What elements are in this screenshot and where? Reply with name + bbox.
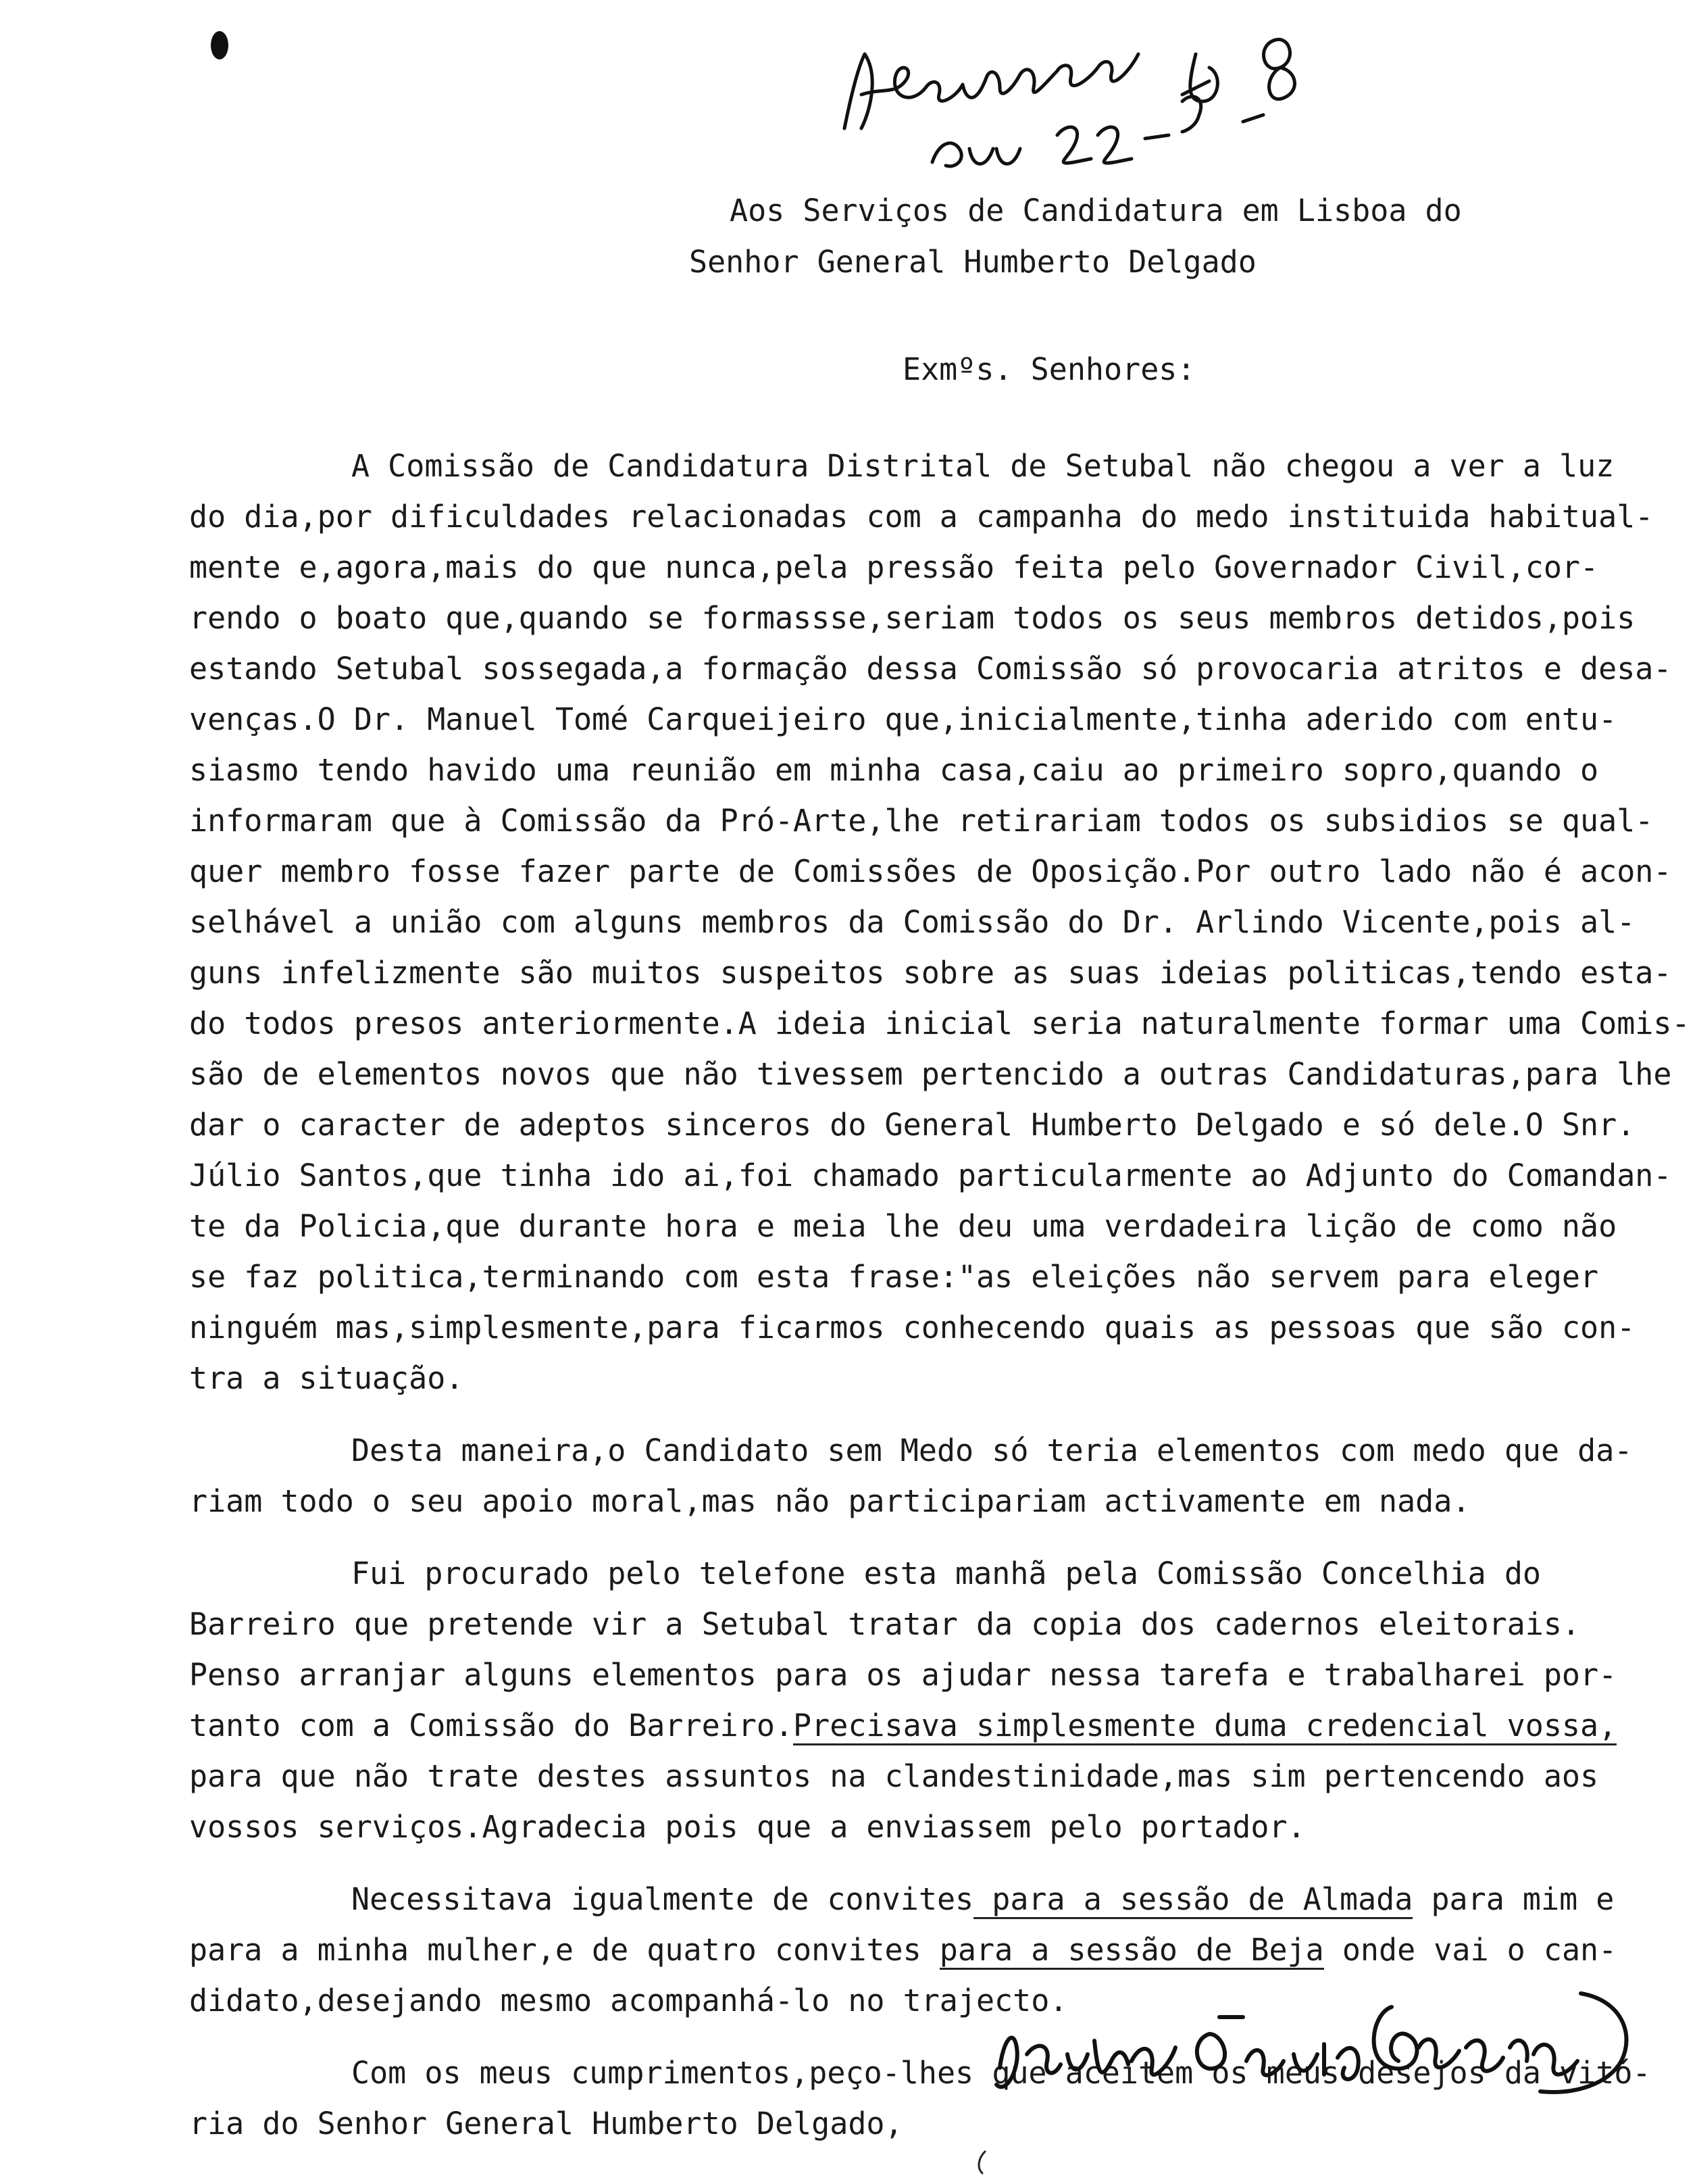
text-line <box>189 1874 1642 1925</box>
text-segment: para mim e <box>1413 1881 1615 1917</box>
pen-mark <box>973 2149 993 2176</box>
text-line: Barreiro que pretende vir a Setubal tratar da copia dos cadernos eleitorais. <box>189 1606 1581 1642</box>
text-line: dar o caracter de adeptos sinceros do General Humberto Delgado e só dele.O Snr. <box>189 1107 1636 1143</box>
salutation: Exmºs. Senhores: <box>903 351 1196 387</box>
paragraph-gap <box>189 1404 1642 1425</box>
text-line: didato,desejando mesmo acompanhá-lo no trajecto. <box>189 1983 1068 2018</box>
underlined-almada: para a sessão de Almada <box>973 1881 1413 1919</box>
text-line: para que não trate destes assuntos na clandestinidade,mas sim pertencendo aos <box>189 1758 1599 1794</box>
text-line: Júlio Santos,que tinha ido ai,foi chamado particularmente ao Adjunto do Comandan- <box>189 1158 1672 1193</box>
text-line: riam todo o seu apoio moral,mas não participariam activamente em nada. <box>189 1483 1471 1519</box>
underlined-beja: para a sessão de Beja <box>940 1932 1324 1970</box>
text-line: selhável a união com alguns membros da Comissão do Dr. Arlindo Vicente,pois al- <box>189 904 1636 940</box>
text-line: Com os meus cumprimentos,peço-lhes que aceitem os meus desejos da vitó- <box>351 2055 1651 2091</box>
addressee-line-2: Senhor General Humberto Delgado <box>689 244 1257 280</box>
text-line <box>189 1700 1642 1751</box>
handwritten-signature <box>986 1966 1648 2115</box>
text-segment: onde vai o can- <box>1323 1932 1617 1968</box>
handwritten-note <box>831 14 1317 182</box>
text-line: são de elementos novos que não tivessem pertencido a outras Candidaturas,para lhe <box>189 1056 1672 1092</box>
text-line: vossos serviços.Agradecia pois que a enviassem pelo portador. <box>189 1809 1306 1845</box>
text-line: mente e,agora,mais do que nunca,pela pressão feita pelo Governador Civil,cor- <box>189 549 1599 585</box>
text-line: te da Policia,que durante hora e meia lhe deu uma verdadeira lição de como não <box>189 1208 1617 1244</box>
text-line: ninguém mas,simplesmente,para ficarmos conhecendo quais as pessoas que são con- <box>189 1310 1636 1345</box>
text-line: siasmo tendo havido uma reunião em minha casa,caiu ao primeiro sopro,quando o <box>189 752 1599 788</box>
text-line: guns infelizmente são muitos suspeitos sobre as suas ideias politicas,tendo esta- <box>189 955 1672 991</box>
text-line: A Comissão de Candidatura Distrital de Setubal não chegou a ver a luz <box>351 448 1615 484</box>
paragraph-gap <box>189 1852 1642 1874</box>
ink-blot <box>211 31 228 59</box>
text-line: tra a situação. <box>189 1360 464 1396</box>
letter-body <box>189 441 1690 2149</box>
paragraph-gap <box>189 1527 1642 1548</box>
text-line: venças.O Dr. Manuel Tomé Carqueijeiro que,inicialmente,tinha aderido com entu- <box>189 701 1617 737</box>
text-line: se faz politica,terminando com esta frase:"as eleições não servem para eleger <box>189 1259 1599 1295</box>
text-line: Fui procurado pelo telefone esta manhã pela Comissão Concelhia do <box>351 1556 1541 1591</box>
paragraph-1 <box>189 441 1690 1404</box>
addressee-line-1: Aos Serviços de Candidatura em Lisboa do <box>730 193 1462 228</box>
text-line: do dia,por dificuldades relacionadas com a campanha do medo instituida habitual- <box>189 499 1654 535</box>
underlined-request: Precisava simplesmente duma credencial vossa, <box>793 1708 1617 1745</box>
text-line: do todos presos anteriormente.A ideia inicial seria naturalmente formar uma Comis- <box>189 1006 1690 1041</box>
text-line: rendo o boato que,quando se formassse,seriam todos os seus membros detidos,pois <box>189 600 1636 636</box>
text-segment: Necessitava igualmente de convites <box>351 1881 974 1917</box>
text-line: ria do Senhor General Humberto Delgado, <box>189 2106 903 2141</box>
paragraph-3 <box>189 1548 1642 1852</box>
text-line: quer membro fosse fazer parte de Comissões de Oposição.Por outro lado não é acon- <box>189 853 1672 889</box>
text-line: Penso arranjar alguns elementos para os ajudar nessa tarefa e trabalharei por- <box>189 1657 1617 1693</box>
paragraph-2 <box>189 1425 1642 1527</box>
text-segment: para a minha mulher,e de quatro convites <box>189 1932 940 1968</box>
text-segment: tanto com a Comissão do Barreiro. <box>189 1708 794 1743</box>
text-line: Desta maneira,o Candidato sem Medo só teria elementos com medo que da- <box>351 1433 1633 1468</box>
text-line: estando Setubal sossegada,a formação dessa Comissão só provocaria atritos e desa- <box>189 651 1672 687</box>
text-line: informaram que à Comissão da Pró-Arte,lhe retirariam todos os subsidios se qual- <box>189 803 1654 839</box>
